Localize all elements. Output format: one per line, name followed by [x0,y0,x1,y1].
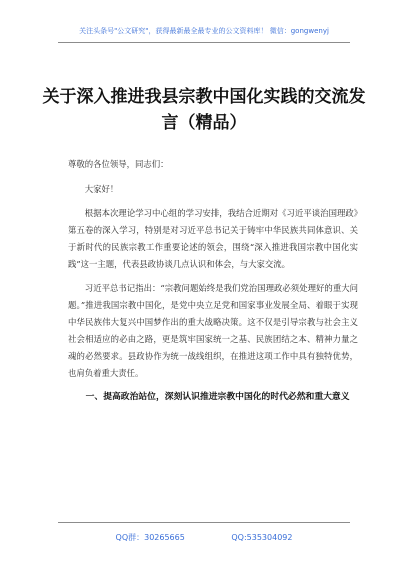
document-title: 关于深入推进我县宗教中国化实践的交流发言（精品） [42,87,366,133]
body-paragraph: 习近平总书记指出：“宗教问题始终是我们党治国理政必须处理好的重大问题。”推进我国宗教中国化，是党中央立足党和国家事业发展全局、着眼于实现中华民族伟大复兴中国梦作出的重大战略决策。这不仅是引导宗教与社会主义社会相适应的必由之路，更是筑牢国家统一之基、民族团结之本、精神力量之魂的必然要求。县政协作为统一战线组织，在推进这项工作中具有独特优势，也肩负着重大责任。 [68,283,358,378]
footer-qq-group: QQ群：30265665 [115,533,185,542]
header-promo-note: 关注头条号"公文研究"，获得最新最全最专业的公文资料库！ 微信：gongwenyj [79,27,329,35]
document-body [68,156,358,413]
footer-qq: QQ:535304092 [231,533,293,542]
footer-divider [58,522,350,523]
body-paragraph: 根据本次理论学习中心组的学习安排，我结合近期对《习近平谈治国理政》第五卷的深入学习，特别是对习近平总书记关于铸牢中华民族共同体意识、关于新时代的民族宗教工作重要论述的领会，围绕“深入推进我国宗教中国化实践”这一主题，代表县政协谈几点认识和体会，与大家交流。 [68,208,358,269]
greeting: 大家好！ [84,184,119,194]
footer-contact [0,532,408,543]
section-heading: 一、提高政治站位，深刻认识推进宗教中国化的时代必然和重大意义 [85,392,350,402]
salutation: 尊敬的各位领导，同志们： [68,159,169,169]
header-divider [58,42,350,43]
